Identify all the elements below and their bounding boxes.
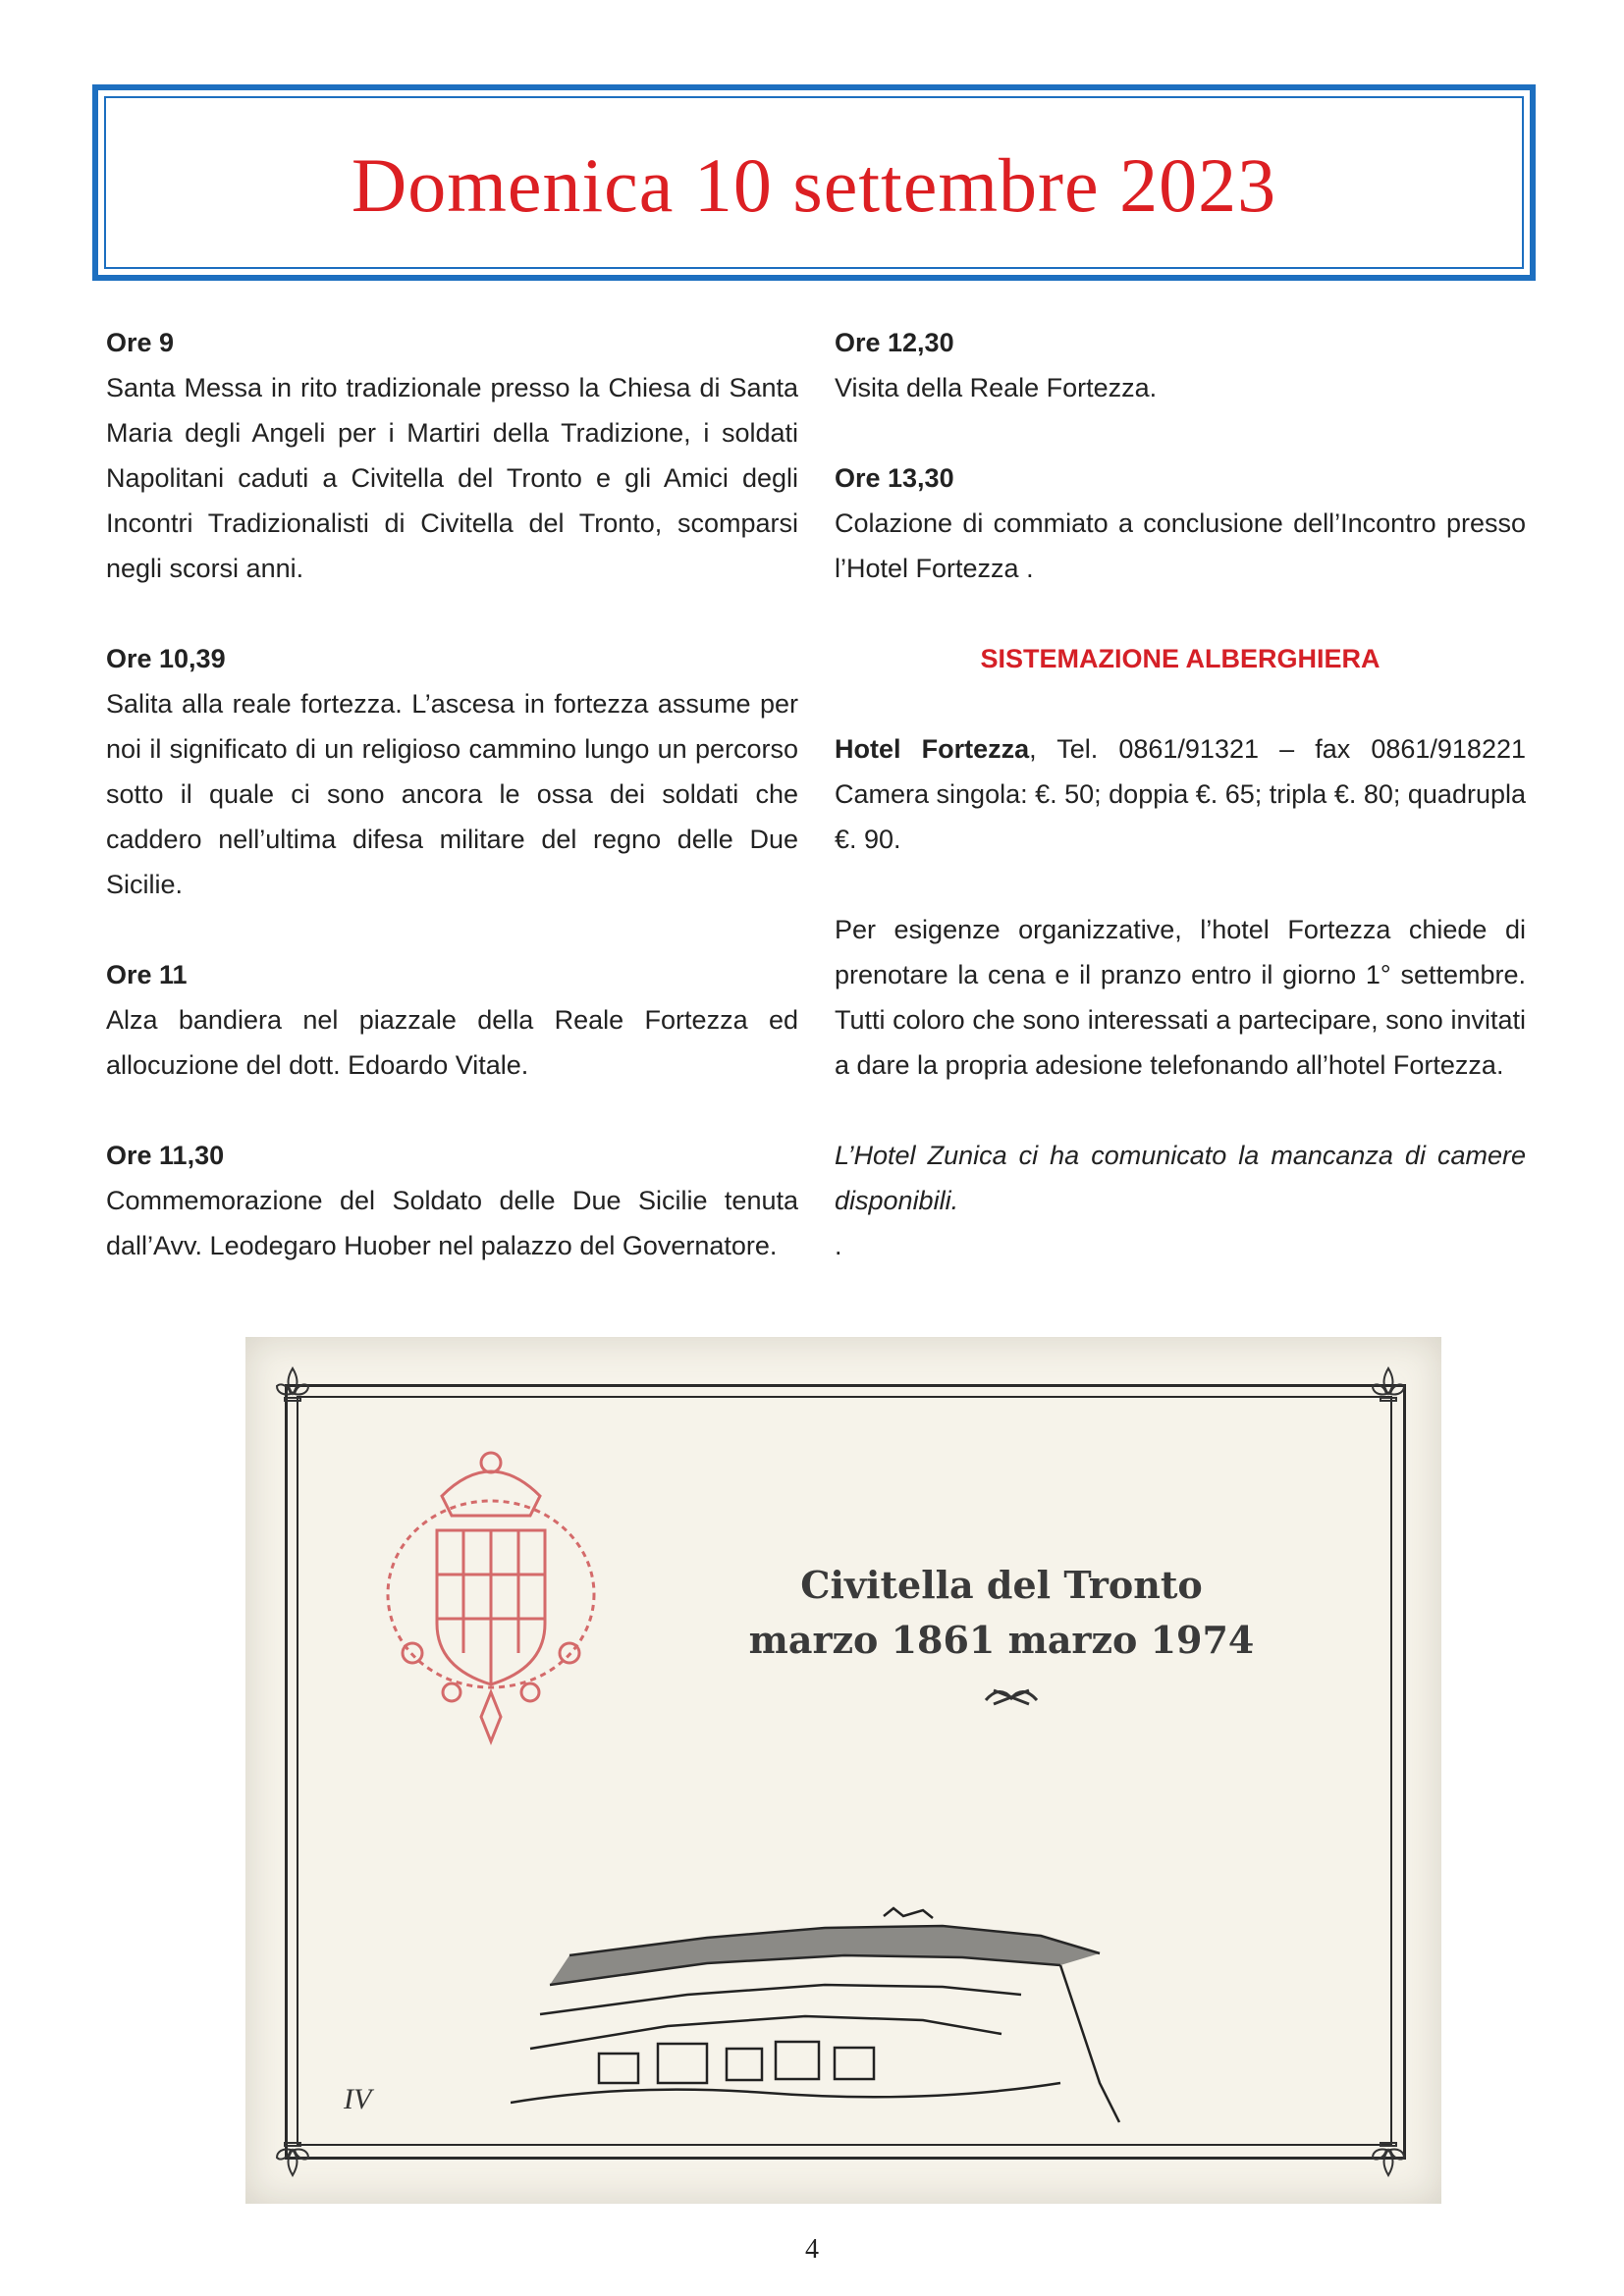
schedule-item — [106, 1133, 798, 1268]
right-column — [835, 320, 1526, 1268]
page-title: Domenica 10 settembre 2023 — [351, 142, 1277, 228]
fleur-de-lis-icon — [267, 1364, 318, 1415]
postcard-number: IV — [344, 2083, 372, 2115]
schedule-item — [106, 636, 798, 907]
schedule-time: Ore 11 — [106, 960, 188, 989]
schedule-time: Ore 10,39 — [106, 644, 226, 673]
schedule-text: Santa Messa in rito tradizionale presso la Chiesa di Santa Maria degli Angeli per i Martiri della Tradizione, i soldati Napolitani caduti a Civitella del Tronto e gli Amici degli Incontri Tradizionalisti di Civitella del Tronto, scomparsi negli scorsi anni. — [106, 373, 798, 583]
postcard-image — [245, 1337, 1441, 2204]
hotel-info — [835, 726, 1526, 862]
schedule-time: Ore 12,30 — [835, 328, 954, 357]
accommodation-heading: SISTEMAZIONE ALBERGHIERA — [980, 644, 1380, 673]
ornament-icon — [982, 1681, 1041, 1710]
fleur-de-lis-icon — [1363, 1364, 1414, 1415]
schedule-time: Ore 11,30 — [106, 1141, 225, 1170]
schedule-item — [835, 455, 1526, 591]
postcard-dates: marzo 1861 marzo 1974 — [748, 1618, 1255, 1662]
schedule-text: Commemorazione del Soldato delle Due Sicilie tenuta dall’Avv. Leodegaro Huober nel palazzo del Governatore. — [106, 1186, 798, 1260]
hotel-name: Hotel Fortezza — [835, 734, 1030, 764]
schedule-text: Colazione di commiato a conclusione dell’Incontro presso l’Hotel Fortezza . — [835, 508, 1526, 583]
schedule-text: Visita della Reale Fortezza. — [835, 373, 1158, 402]
title-frame — [92, 84, 1536, 281]
fortress-drawing — [511, 1847, 1139, 2142]
fleur-de-lis-icon — [267, 2128, 318, 2179]
schedule-item — [106, 320, 798, 591]
schedule-item — [106, 952, 798, 1088]
coat-of-arms-icon — [373, 1427, 609, 1761]
booking-note: Per esigenze organizzative, l’hotel Fortezza chiede di prenotare la cena e il pranzo entro il giorno 1° settembre. Tutti coloro che sono interessati a partecipare, sono invitati a dare la propria adesione telefonando all’hotel Fortezza. — [835, 915, 1526, 1080]
fleur-de-lis-icon — [1363, 2128, 1414, 2179]
page-number: 4 — [805, 2234, 819, 2265]
schedule-time: Ore 13,30 — [835, 463, 954, 493]
schedule-time: Ore 9 — [106, 328, 175, 357]
hotel-contact: , Tel. 0861/91321 – fax 0861/918221 Camera singola: €. 50; doppia €. 65; tripla €. 80; quadrupla €. 90. — [835, 734, 1526, 854]
schedule-text: Alza bandiera nel piazzale della Reale Fortezza ed allocuzione del dott. Edoardo Vitale. — [106, 1005, 798, 1080]
schedule-item — [835, 320, 1526, 410]
left-column — [106, 320, 798, 1313]
hotel-zunica-note: L’Hotel Zunica ci ha comunicato la mancanza di camere disponibili. — [835, 1141, 1526, 1215]
schedule-text: Salita alla reale fortezza. L’ascesa in fortezza assume per noi il significato di un religioso cammino lungo un percorso sotto il quale ci sono ancora le ossa dei soldati che caddero nell’ultima difesa militare del regno delle Due Sicilie. — [106, 689, 798, 899]
stray-dot: . — [835, 1231, 842, 1260]
postcard-title: Civitella del Tronto — [800, 1563, 1203, 1607]
